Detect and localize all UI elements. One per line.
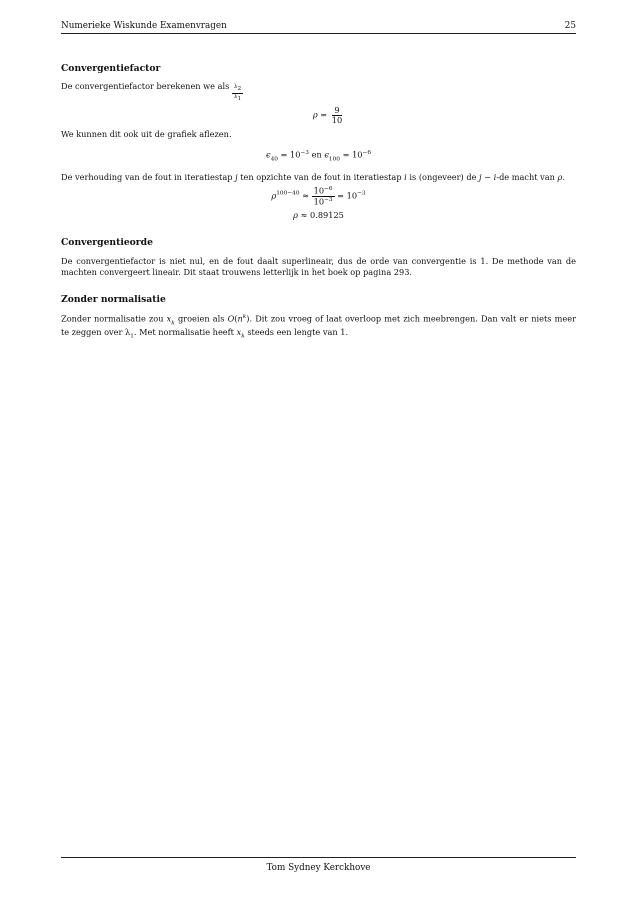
section-convergentieorde <box>61 236 576 279</box>
graph-paragraph: We kunnen dit ook uit de grafiek aflezen. <box>61 129 232 140</box>
ratio-paragraph: De verhouding van de fout in iteratiestap j ten opzichte van de fout in iteratiestap i is (ongeveer) de j − i-de macht van ρ. <box>61 171 565 182</box>
page-footer <box>61 862 576 875</box>
fraction-nine-tenths: $\frac{9}{10}$ <box>331 105 343 126</box>
equation-epsilon: $\epsilon_{40} = 10^{-3}$ en $\epsilon_{100} = 10^{-6}$ <box>265 149 372 163</box>
section-convergentiefactor <box>61 62 576 222</box>
page-header <box>61 20 576 33</box>
normalisation-paragraph: Zonder normalisatie zou $x_k$ groeien als $O(n^k)$. Dit zou vroeg of laat overloop met zich meebrengen. Dan valt er niets meer te zeggen over $\lambda_1$. Met normalisatie heeft $x_k$ steeds een lengte van 1. <box>61 313 576 341</box>
equation-ratio: $\rho^{100-40}$ ≈ $\frac{10^{-6}}{10^{-3}}$ = $10^{-3}$ <box>271 185 366 207</box>
intro-paragraph: De convergentiefactor berekenen we als $\frac{\lambda_2}{\lambda_1}$ <box>61 81 242 102</box>
header-rule <box>61 33 576 34</box>
section-zonder-normalisatie <box>61 293 576 341</box>
footer-rule <box>61 857 576 858</box>
document-page <box>61 0 576 900</box>
page-content <box>61 62 576 354</box>
section-heading: Convergentieorde <box>61 237 153 249</box>
lambda-ratio: $\frac{\lambda_2}{\lambda_1}$ <box>233 84 242 102</box>
order-paragraph: De convergentiefactor is niet nul, en de fout daalt superlineair, dus de orde van convergentie is 1. De methode van de machten convergeert lineair. Dit staat trouwens letterlijk in het boek op pagina 293. <box>61 255 576 278</box>
section-heading: Convergentiefactor <box>61 63 161 74</box>
page-number: 25 <box>564 21 576 31</box>
footer-author: Tom Sydney Kerckhove <box>266 863 371 873</box>
equation-rho: ρ = $\frac{9}{10}$ <box>312 105 343 126</box>
header-title: Numerieke Wiskunde Examenvragen <box>61 21 227 31</box>
section-heading: Zonder normalisatie <box>61 294 166 306</box>
equation-rho-approx: ρ ≈ 0.89125 <box>293 210 344 221</box>
